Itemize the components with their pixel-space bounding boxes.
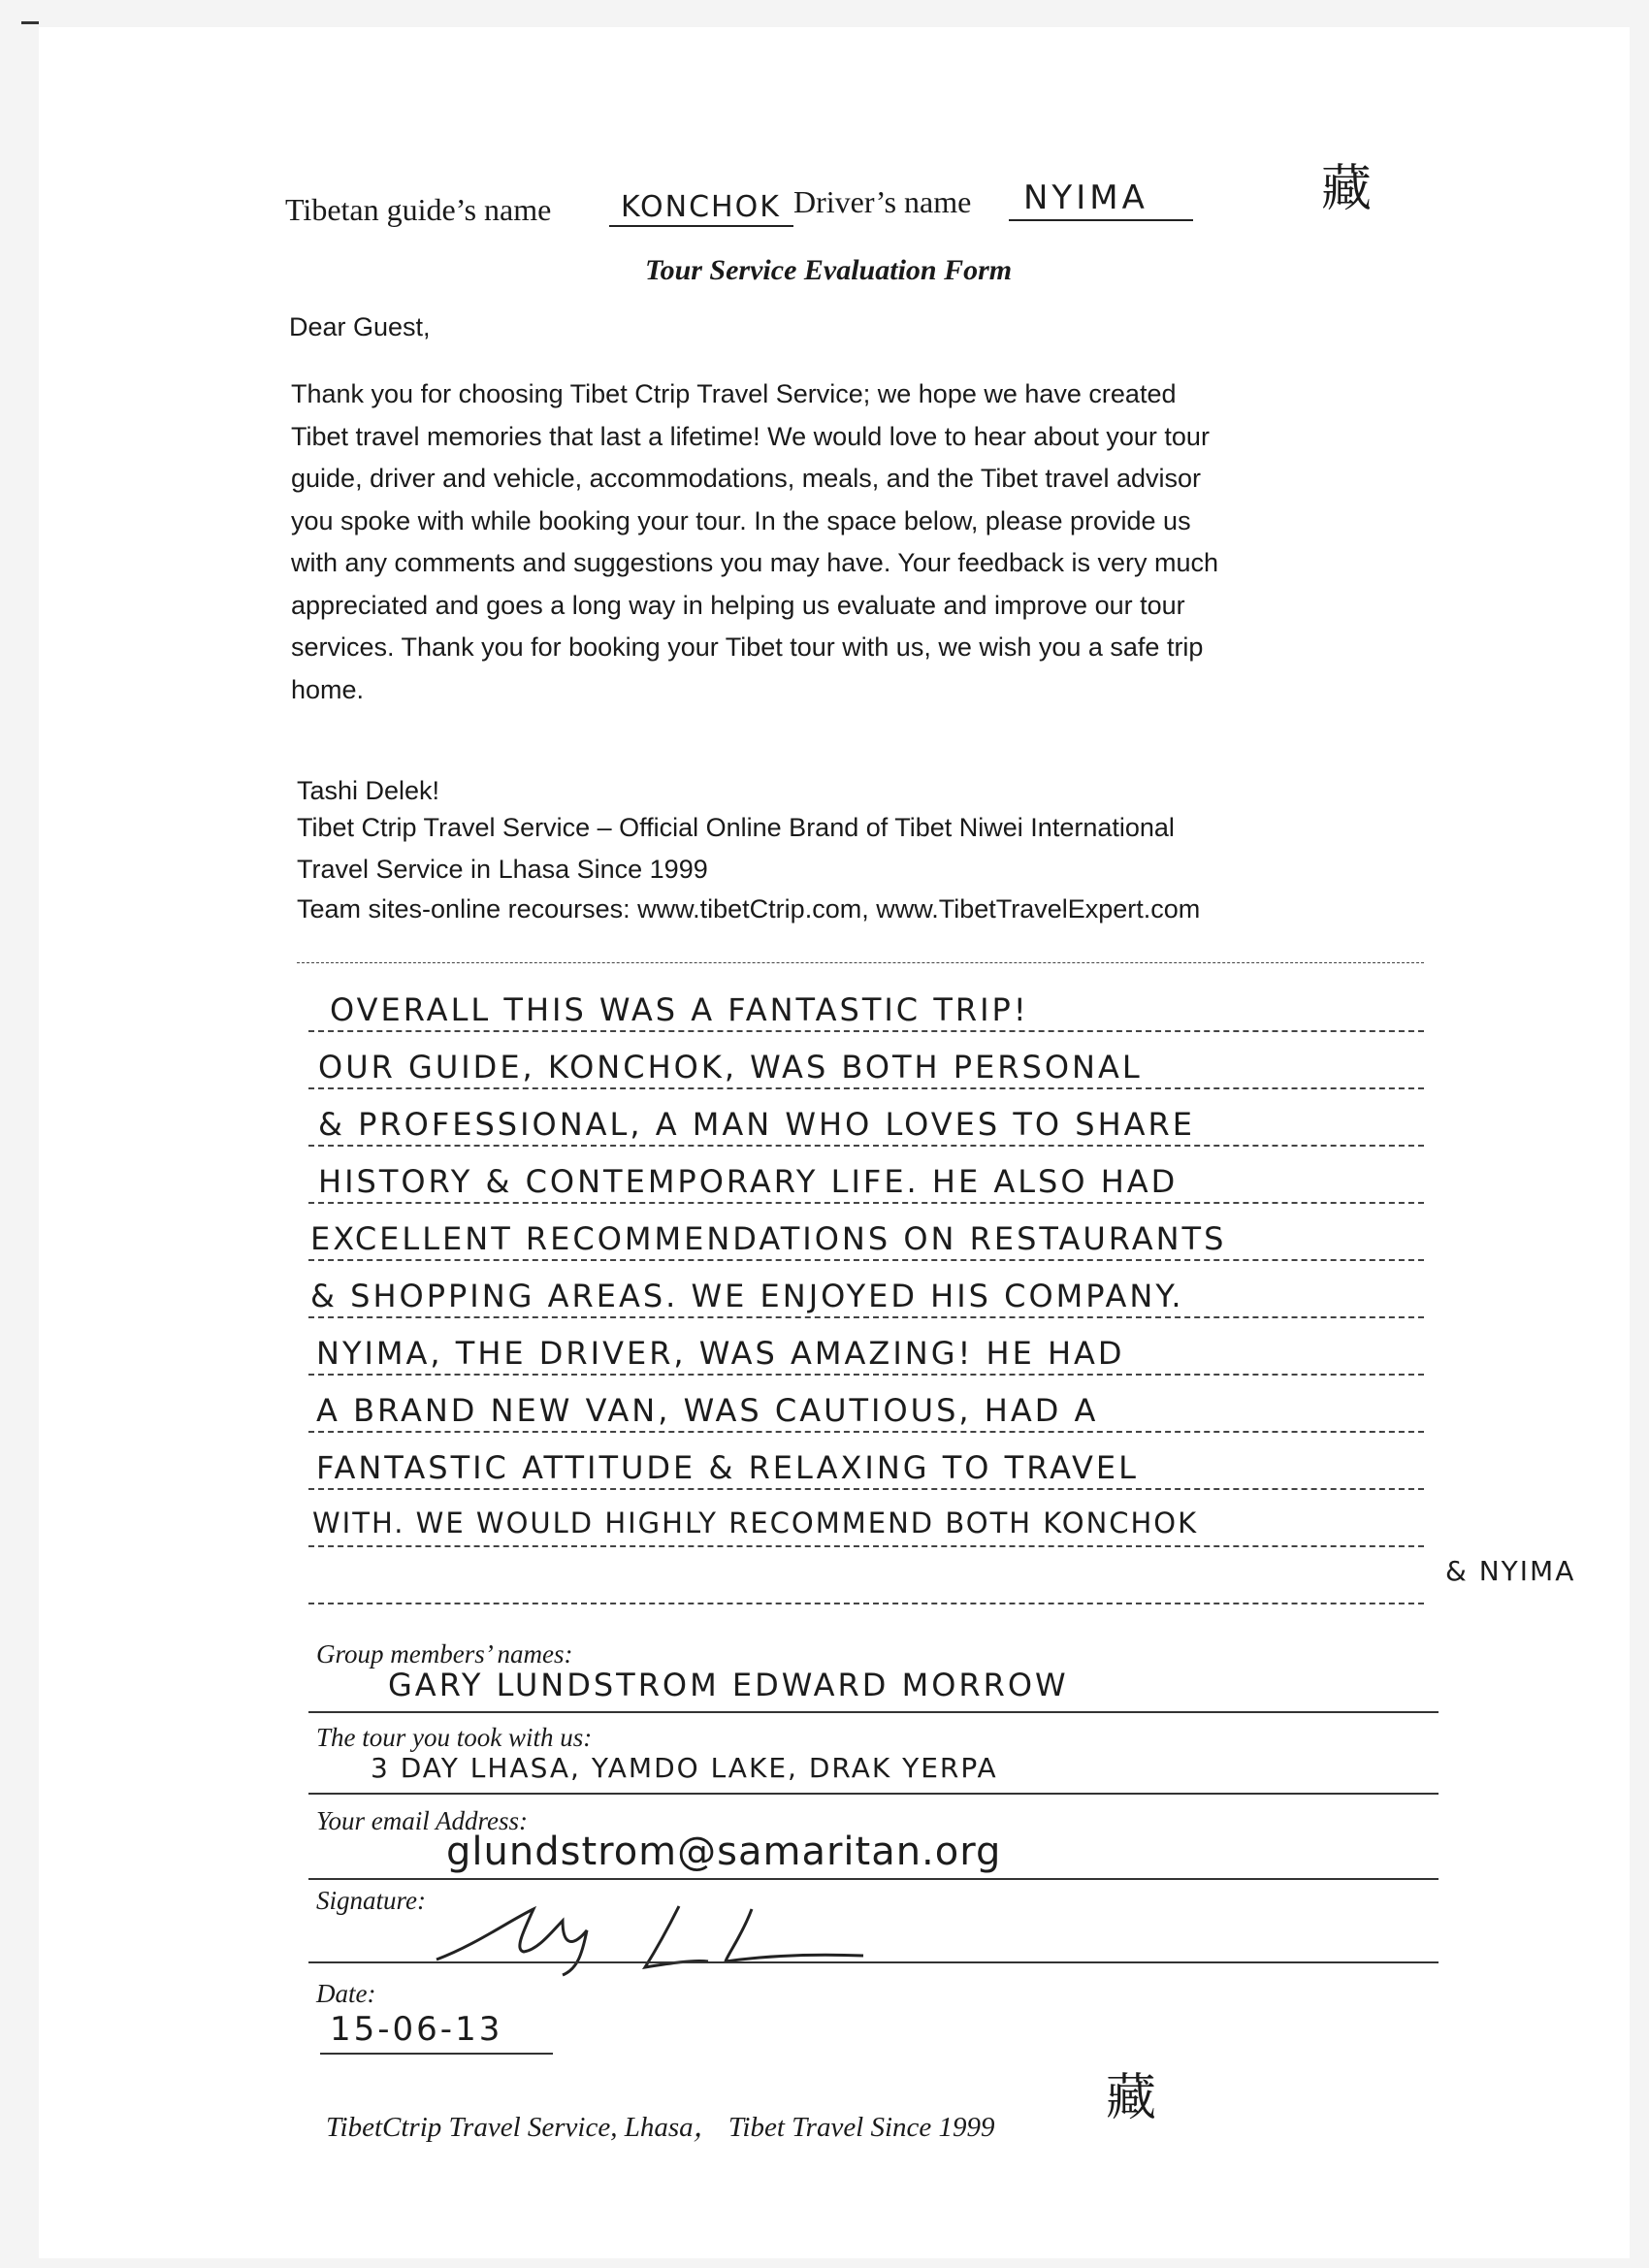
comment-guide-line: [308, 1603, 1424, 1604]
guide-underline: [609, 225, 793, 227]
comment-guide-line: [308, 1488, 1424, 1490]
driver-label: Driver’s name: [793, 184, 972, 219]
comment-line: WITH. WE WOULD HIGHLY RECOMMEND BOTH KONCHOK: [312, 1507, 1199, 1539]
members-line: [308, 1711, 1439, 1713]
intro-line: home.: [291, 674, 365, 704]
members-label: Group members’ names:: [316, 1639, 573, 1669]
comment-guide-line: [308, 1374, 1424, 1376]
footer-text: TibetCtrip Travel Service, Lhasa， Tibet Travel Since 1999: [326, 2112, 995, 2143]
comment-guide-line: [308, 1030, 1424, 1032]
comment-guide-line: [308, 1316, 1424, 1318]
intro-line: appreciated and goes a long way in helping us evaluate and improve our tour: [291, 590, 1185, 620]
comment-guide-line: [308, 1145, 1424, 1147]
intro-line: Tibet travel memories that last a lifetime! We would love to hear about your tour: [291, 421, 1210, 451]
signature-line: [308, 1961, 1439, 1963]
intro-line: services. Thank you for booking your Tibet tour with us, we wish you a safe trip: [291, 632, 1204, 662]
date-label: Date:: [316, 1979, 376, 2008]
comment-line: EXCELLENT RECOMMENDATIONS ON RESTAURANTS: [310, 1220, 1227, 1257]
comment-line: FANTASTIC ATTITUDE & RELAXING TO TRAVEL: [316, 1449, 1139, 1486]
comment-line: NYIMA, THE DRIVER, WAS AMAZING! HE HAD: [316, 1335, 1125, 1372]
tour-line: [308, 1793, 1439, 1795]
comment-line: A BRAND NEW VAN, WAS CAUTIOUS, HAD A: [316, 1392, 1099, 1429]
comment-line: OUR GUIDE, KONCHOK, WAS BOTH PERSONAL: [318, 1049, 1143, 1085]
email-value: glundstrom@samaritan.org: [446, 1830, 1002, 1874]
comment-guide-line: [308, 1259, 1424, 1261]
comment-guide-line: [308, 1202, 1424, 1204]
driver-name-value: NYIMA: [1023, 178, 1148, 217]
intro-line: you spoke with while booking your tour. In the space below, please provide us: [291, 505, 1191, 535]
members-value: GARY LUNDSTROM EDWARD MORROW: [388, 1667, 1069, 1703]
signature-scribble: [417, 1892, 883, 1979]
signoff-since: Travel Service in Lhasa Since 1999: [297, 855, 708, 884]
comment-line: & SHOPPING AREAS. WE ENJOYED HIS COMPANY.: [310, 1278, 1184, 1314]
tour-label: The tour you took with us:: [316, 1723, 593, 1752]
comment-line: HISTORY & CONTEMPORARY LIFE. HE ALSO HAD: [318, 1163, 1179, 1200]
greeting: Dear Guest,: [289, 312, 431, 341]
tibet-logo-char: 藏: [1321, 160, 1373, 218]
driver-underline: [1009, 219, 1193, 221]
comment-guide-line: [308, 1545, 1424, 1547]
separator-line: [297, 962, 1424, 963]
guide-name-value: KONCHOK: [621, 190, 781, 224]
intro-line: with any comments and suggestions you may have. Your feedback is very much: [291, 548, 1219, 577]
comment-guide-line: [308, 1431, 1424, 1433]
comment-line: OVERALL THIS WAS A FANTASTIC TRIP!: [330, 991, 1029, 1028]
footer-logo-char: 藏: [1106, 2069, 1157, 2127]
date-value: 15-06-13: [330, 2010, 503, 2049]
signoff-websites: Team sites-online recourses: www.tibetCtrip.com, www.TibetTravelExpert.com: [297, 894, 1201, 923]
intro-paragraph: [291, 373, 1416, 711]
scan-mark: [21, 21, 39, 24]
form-title: Tour Service Evaluation Form: [645, 254, 1013, 286]
comment-guide-line: [308, 1087, 1424, 1089]
signature-label: Signature:: [316, 1886, 426, 1915]
intro-line: Thank you for choosing Tibet Ctrip Travel Service; we hope we have created: [291, 379, 1177, 408]
guide-label: Tibetan guide’s name: [285, 192, 552, 227]
email-line: [308, 1878, 1439, 1880]
intro-line: guide, driver and vehicle, accommodations, meals, and the Tibet travel advisor: [291, 464, 1201, 493]
comment-line: & PROFESSIONAL, A MAN WHO LOVES TO SHARE: [318, 1106, 1195, 1143]
signoff-greeting: Tashi Delek!: [297, 776, 440, 805]
tour-value: 3 DAY LHASA, YAMDO LAKE, DRAK YERPA: [371, 1752, 998, 1784]
date-underline: [320, 2053, 553, 2055]
email-label: Your email Address:: [316, 1806, 529, 1835]
comment-line: & NYIMA: [1445, 1555, 1576, 1587]
signoff-company: Tibet Ctrip Travel Service – Official Online Brand of Tibet Niwei International: [297, 813, 1175, 842]
